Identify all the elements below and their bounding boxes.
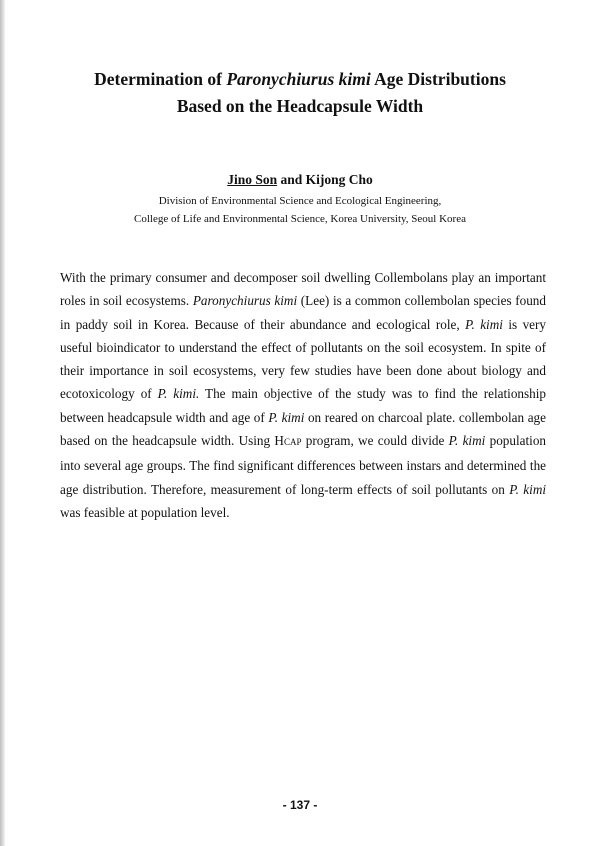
title-line2: Based on the Headcapsule Width	[176, 96, 424, 116]
abstract-text: between headcapsule width and age of	[60, 409, 269, 425]
abstract-text: program, we	[301, 433, 374, 449]
abstract-text: on reared on charcoal plate.	[304, 409, 456, 425]
abstract-text: collembolan species found in paddy soil in Korea. Because of their abundance	[60, 293, 546, 332]
abstract-text: was feasible at	[60, 504, 138, 520]
abstract-text: population into several age groups. The find significant	[60, 433, 547, 474]
title-line1: Determination of Paronychiurus kimi Age Distributions	[94, 69, 506, 89]
abstract-text: (Lee) is a common	[297, 293, 402, 309]
program-name-subscript: CAP	[283, 437, 302, 448]
author-list	[40, 171, 560, 189]
abstract-text: is very useful bioindicator to understand the effect	[60, 316, 547, 355]
abstract-text: collembolan age based on the headcapsule width. Using H	[60, 409, 546, 449]
abstract-text: With the primary consumer and decomposer soil dwelling Collembolans play	[60, 270, 475, 285]
abstract-text: of pollutants on the soil ecosystem. In spite of their importance in soil	[60, 339, 547, 379]
title-species-name: Paronychiurus kimi	[226, 69, 371, 89]
scan-edge-shadow	[0, 0, 5, 846]
author-name: Jino Son	[227, 172, 278, 187]
species-name: P. kimi	[509, 481, 547, 497]
affiliation-line: Division of Environmental Science and Ecological Engineering,	[158, 195, 442, 207]
abstract-text: differences between instars and determined the age distribution. Therefore,	[60, 458, 547, 497]
abstract-text: and ecological role,	[351, 316, 466, 332]
species-name: P. kimi.	[157, 386, 200, 402]
species-name: Paronychiurus kimi	[192, 293, 298, 309]
abstract-text: The main objective of the study was to find the relationship	[199, 386, 546, 402]
abstract-text: population level.	[140, 504, 230, 520]
page-number: - 137 -	[282, 798, 318, 812]
affiliation-line: College of Life and Environmental Science, Korea University, Seoul Korea	[134, 213, 466, 225]
species-name: P. kimi	[268, 409, 305, 425]
abstract-text: an important roles in soil ecosystems.	[60, 270, 547, 309]
abstract-body	[60, 266, 546, 524]
species-name: P. kimi	[465, 316, 503, 332]
abstract-text: ecosystems, very few studies have been done about biology and ecotoxicology	[60, 363, 546, 402]
affiliation	[40, 192, 560, 228]
author-name: Kijong Cho	[305, 172, 373, 187]
abstract-text: could divide	[377, 433, 449, 449]
author-connector: and	[277, 172, 306, 187]
abstract-text: measurement of long-term effects of soil pollutants on	[210, 481, 510, 497]
abstract-text: of	[140, 386, 158, 402]
species-name: P. kimi	[448, 433, 486, 449]
paper-title	[40, 66, 560, 120]
